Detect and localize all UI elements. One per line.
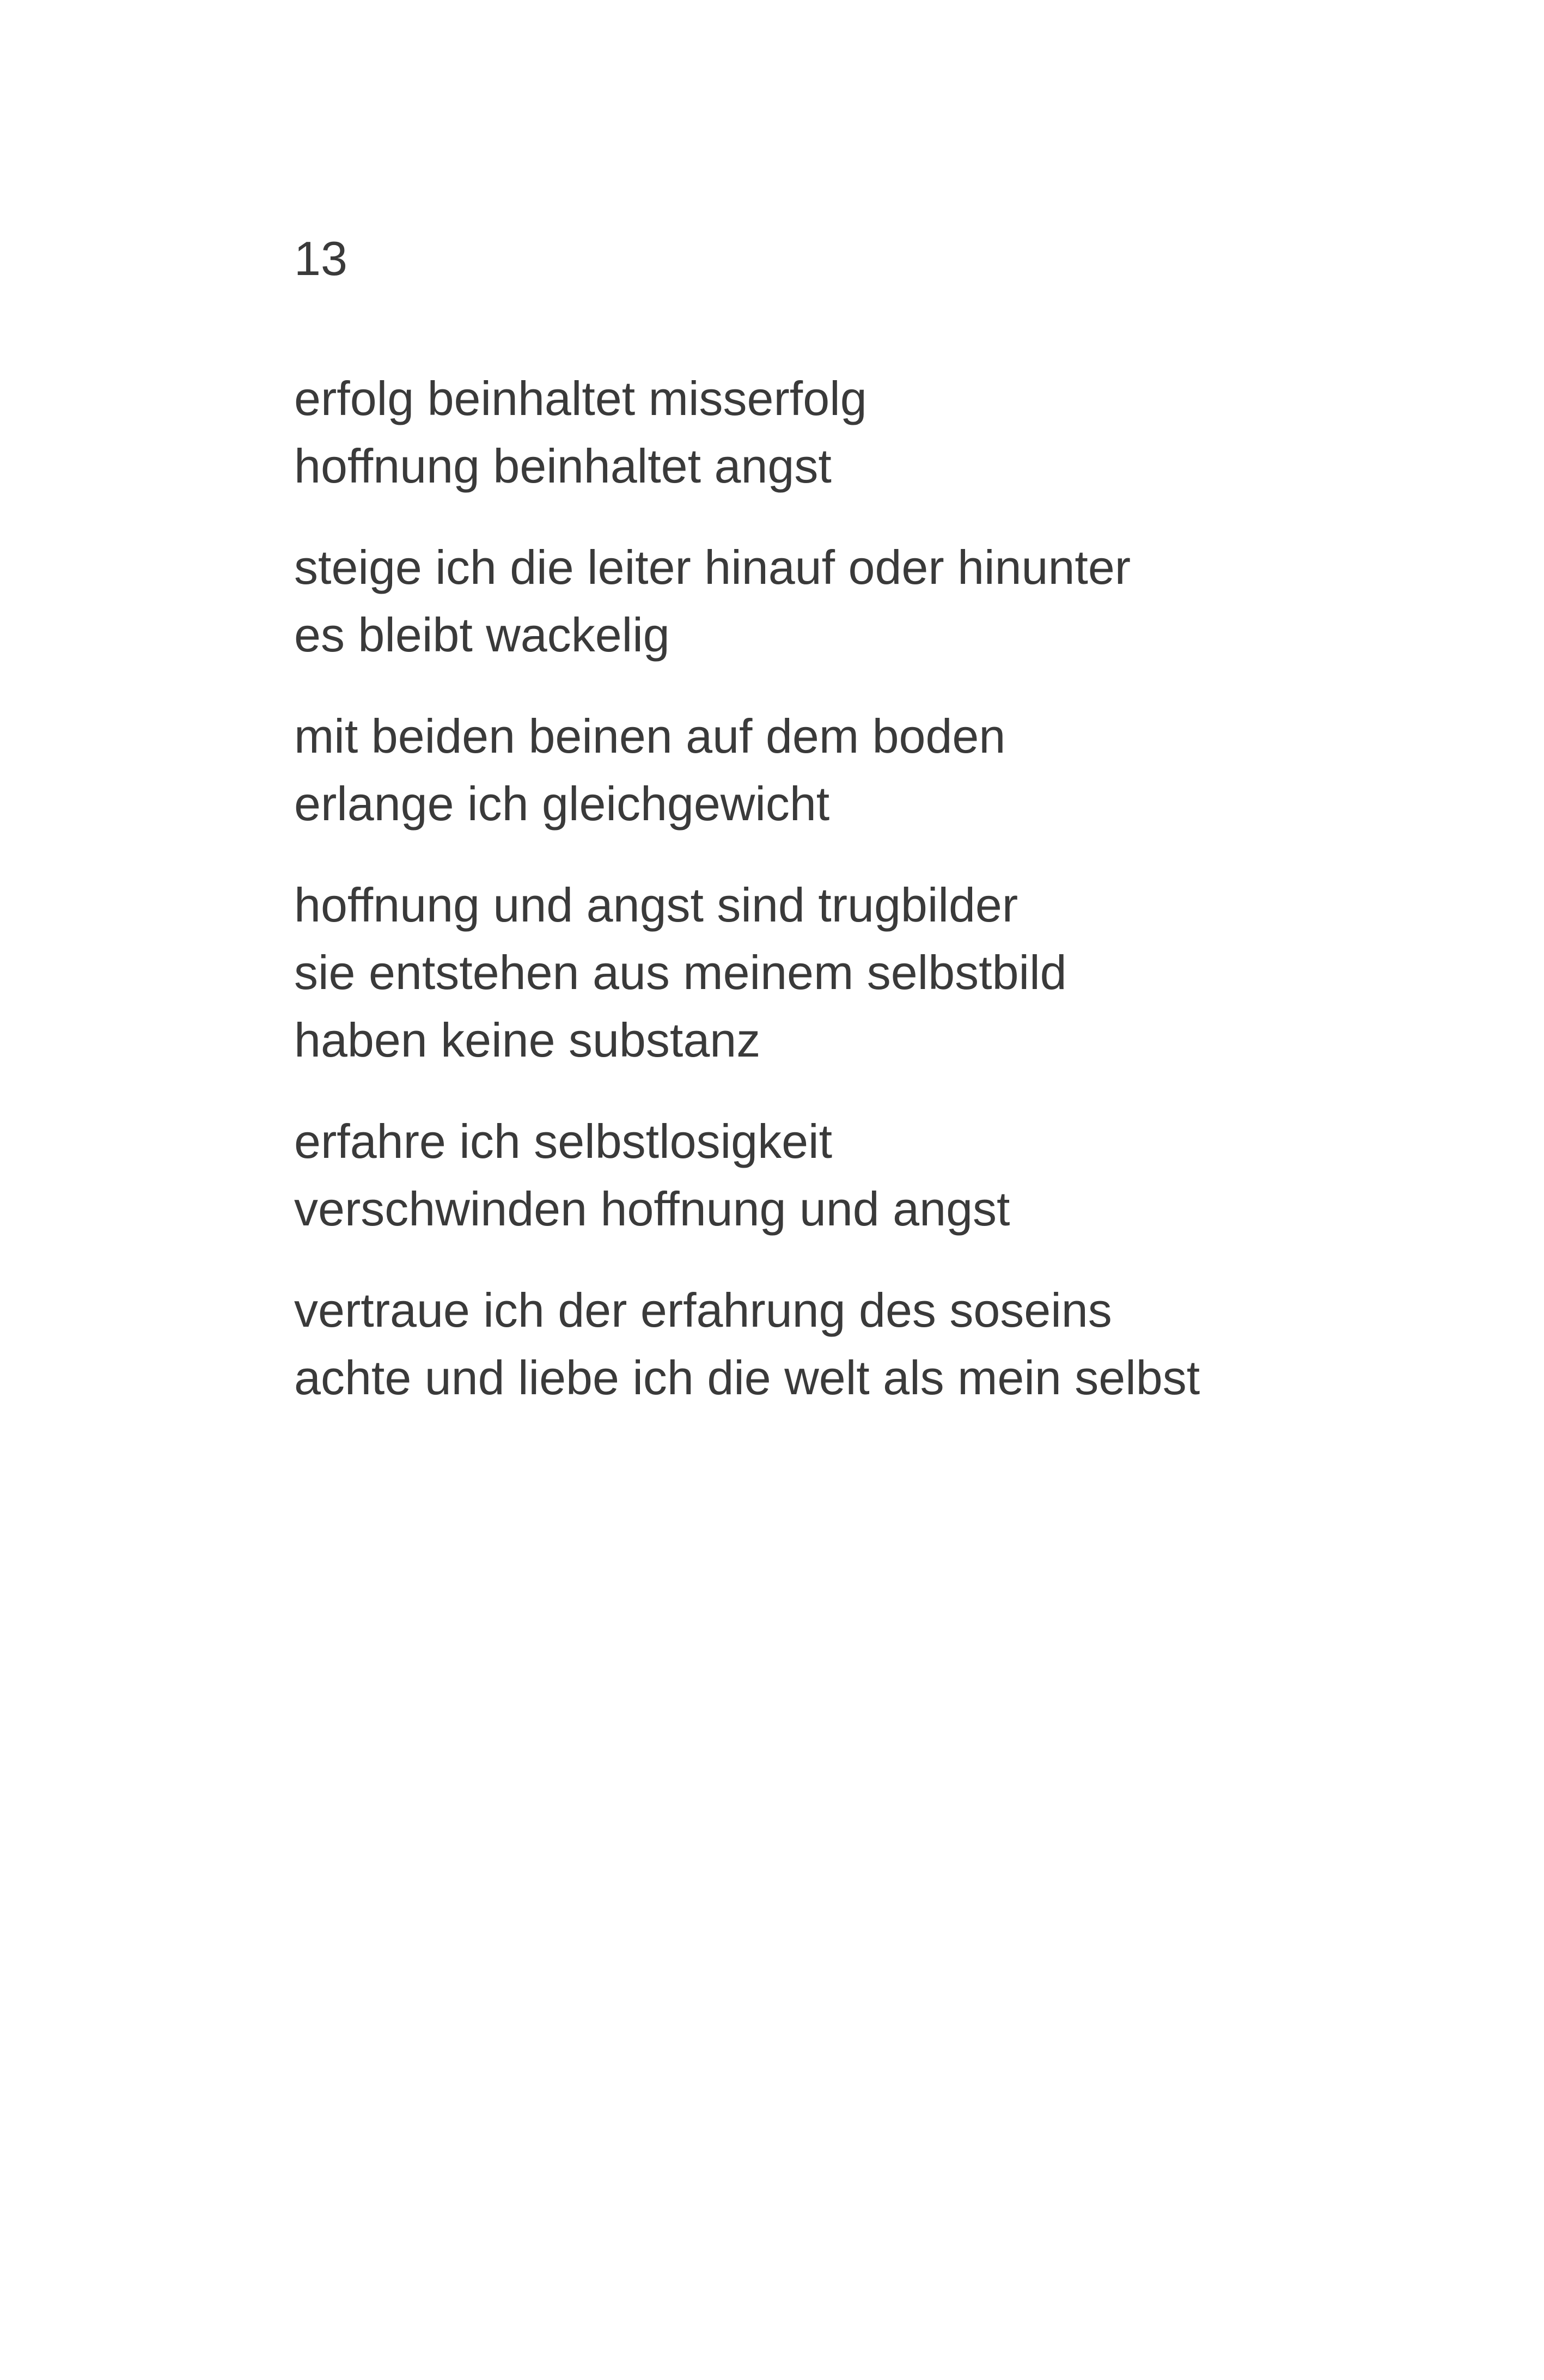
stanza-5 [294, 1108, 1492, 1243]
page-number: 13 [294, 231, 347, 285]
poem-line: haben keine substanz [294, 1013, 761, 1067]
stanza-1 [294, 365, 1492, 500]
stanza-2 [294, 534, 1492, 669]
poem-line: erfolg beinhaltet misserfolg [294, 371, 867, 425]
poem-line: es bleibt wackelig [294, 608, 670, 662]
poem-line: hoffnung beinhaltet angst [294, 439, 832, 493]
poem-line: erlange ich gleichgewicht [294, 777, 830, 831]
stanza-6 [294, 1277, 1492, 1412]
stanza-3 [294, 703, 1492, 838]
poem-line: achte und liebe ich die welt als mein selbst [294, 1351, 1200, 1405]
poem-line: vertraue ich der erfahrung des soseins [294, 1283, 1112, 1337]
poem-line: steige ich die leiter hinauf oder hinunter [294, 540, 1131, 594]
poem [294, 365, 1492, 1445]
poem-line: sie entstehen aus meinem selbstbild [294, 945, 1067, 999]
poem-line: hoffnung und angst sind trugbilder [294, 878, 1018, 932]
poem-line: verschwinden hoffnung und angst [294, 1182, 1010, 1236]
poem-line: mit beiden beinen auf dem boden [294, 709, 1006, 763]
stanza-4 [294, 871, 1492, 1074]
poem-line: erfahre ich selbstlosigkeit [294, 1114, 833, 1168]
